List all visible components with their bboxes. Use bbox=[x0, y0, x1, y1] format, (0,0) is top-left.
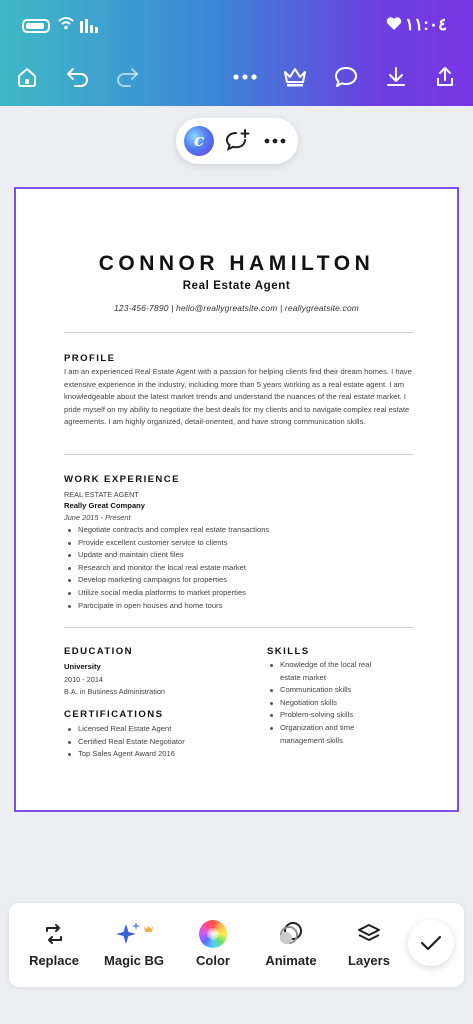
company-name[interactable]: Really Great Company bbox=[64, 501, 146, 510]
list-item: Certified Real Estate Negotiator bbox=[66, 736, 246, 749]
layers-label: Layers bbox=[348, 953, 390, 968]
list-item: Negotiate contracts and complex real estate transactions bbox=[66, 524, 406, 537]
resume-page[interactable] bbox=[19, 192, 454, 807]
animate-icon bbox=[251, 919, 331, 949]
list-item: Top Sales Agent Award 2016 bbox=[66, 748, 246, 761]
undo-icon[interactable] bbox=[63, 62, 93, 92]
magic-bg-label: Magic BG bbox=[104, 953, 164, 968]
list-item: Knowledge of the local real estate market bbox=[268, 659, 380, 684]
resume-contact[interactable]: 123-456-7890 | hello@reallygreatsite.com | reallygreatsite.com bbox=[114, 303, 359, 313]
heart-icon bbox=[386, 16, 402, 31]
skills-list[interactable] bbox=[268, 659, 380, 747]
color-label: Color bbox=[196, 953, 230, 968]
bottom-tool-panel bbox=[9, 903, 464, 987]
done-button[interactable] bbox=[408, 920, 454, 966]
wifi-icon bbox=[58, 16, 74, 30]
resume-role[interactable]: Real Estate Agent bbox=[182, 280, 291, 292]
magic-bg-button[interactable] bbox=[94, 903, 174, 987]
share-icon[interactable] bbox=[430, 62, 460, 92]
list-item: Negotiation skills bbox=[268, 697, 380, 710]
list-item: Licensed Real Estate Agent bbox=[66, 723, 246, 736]
education-heading[interactable]: EDUCATION bbox=[64, 646, 133, 657]
redo-icon[interactable] bbox=[112, 62, 142, 92]
color-button[interactable] bbox=[173, 903, 253, 987]
design-canvas[interactable] bbox=[14, 187, 459, 812]
animate-label: Animate bbox=[265, 953, 317, 968]
comment-icon[interactable] bbox=[331, 62, 361, 92]
layers-button[interactable] bbox=[329, 903, 409, 987]
certifications-list[interactable] bbox=[66, 723, 246, 761]
battery-icon bbox=[22, 19, 50, 33]
more-options-icon[interactable] bbox=[264, 131, 286, 151]
magic-sparkle-icon bbox=[94, 919, 174, 949]
top-app-bar bbox=[0, 0, 473, 106]
education-years[interactable]: 2010 - 2014 bbox=[64, 675, 103, 684]
color-wheel-icon bbox=[173, 919, 253, 949]
replace-label: Replace bbox=[29, 953, 79, 968]
list-item: Provide excellent customer service to clients bbox=[66, 537, 406, 550]
download-icon[interactable] bbox=[381, 62, 411, 92]
job-bullets[interactable] bbox=[66, 524, 406, 612]
home-icon[interactable] bbox=[12, 62, 42, 92]
list-item: Utilize social media platforms to market properties bbox=[66, 587, 406, 600]
job-title[interactable]: REAL ESTATE AGENT bbox=[64, 490, 139, 499]
add-comment-icon[interactable] bbox=[224, 128, 252, 154]
floating-context-menu bbox=[176, 118, 298, 164]
list-item: Participate in open houses and home tours bbox=[66, 600, 406, 613]
status-time: ١١:٠٤ bbox=[405, 15, 448, 34]
signal-icon bbox=[80, 17, 100, 33]
list-item: Organization and time management skills bbox=[268, 722, 380, 747]
replace-button[interactable] bbox=[14, 903, 94, 987]
checkmark-icon bbox=[420, 934, 442, 952]
certifications-heading[interactable]: CERTIFICATIONS bbox=[64, 709, 164, 720]
animate-button[interactable] bbox=[251, 903, 331, 987]
more-icon[interactable] bbox=[230, 62, 260, 92]
skills-heading[interactable]: SKILLS bbox=[267, 646, 310, 657]
list-item: Update and maintain client files bbox=[66, 549, 406, 562]
profile-heading[interactable]: PROFILE bbox=[64, 353, 116, 364]
assistant-logo-icon[interactable]: c bbox=[184, 126, 214, 156]
resume-name[interactable]: CONNOR HAMILTON bbox=[98, 252, 375, 275]
divider bbox=[64, 332, 414, 333]
divider bbox=[64, 627, 414, 628]
job-dates[interactable]: June 2015 - Present bbox=[64, 513, 131, 522]
degree[interactable]: B.A. in Business Administration bbox=[64, 687, 165, 696]
replace-icon bbox=[14, 919, 94, 949]
list-item: Research and monitor the local real estate market bbox=[66, 562, 406, 575]
divider bbox=[64, 454, 414, 455]
crown-icon[interactable] bbox=[280, 62, 310, 92]
layers-icon bbox=[329, 919, 409, 949]
status-bar bbox=[0, 0, 473, 50]
work-heading[interactable]: WORK EXPERIENCE bbox=[64, 474, 180, 485]
list-item: Communication skills bbox=[268, 684, 380, 697]
list-item: Problem-solving skills bbox=[268, 709, 380, 722]
list-item: Develop marketing campaigns for properties bbox=[66, 574, 406, 587]
profile-text[interactable]: I am an experienced Real Estate Agent with a passion for helping clients find their dream homes. I have extensive experience in the industry, including more than 5 years working as a real estate agent. I am knowledgeable about the latest market trends and understand the nuances of the real estate market. I pride myself on my ability to negotiate the best deals for my clients and to navigate complex real estate agreements. I am highly organized, detail-oriented, and have strong communication skills. bbox=[64, 367, 412, 427]
university-name[interactable]: University bbox=[64, 662, 101, 671]
